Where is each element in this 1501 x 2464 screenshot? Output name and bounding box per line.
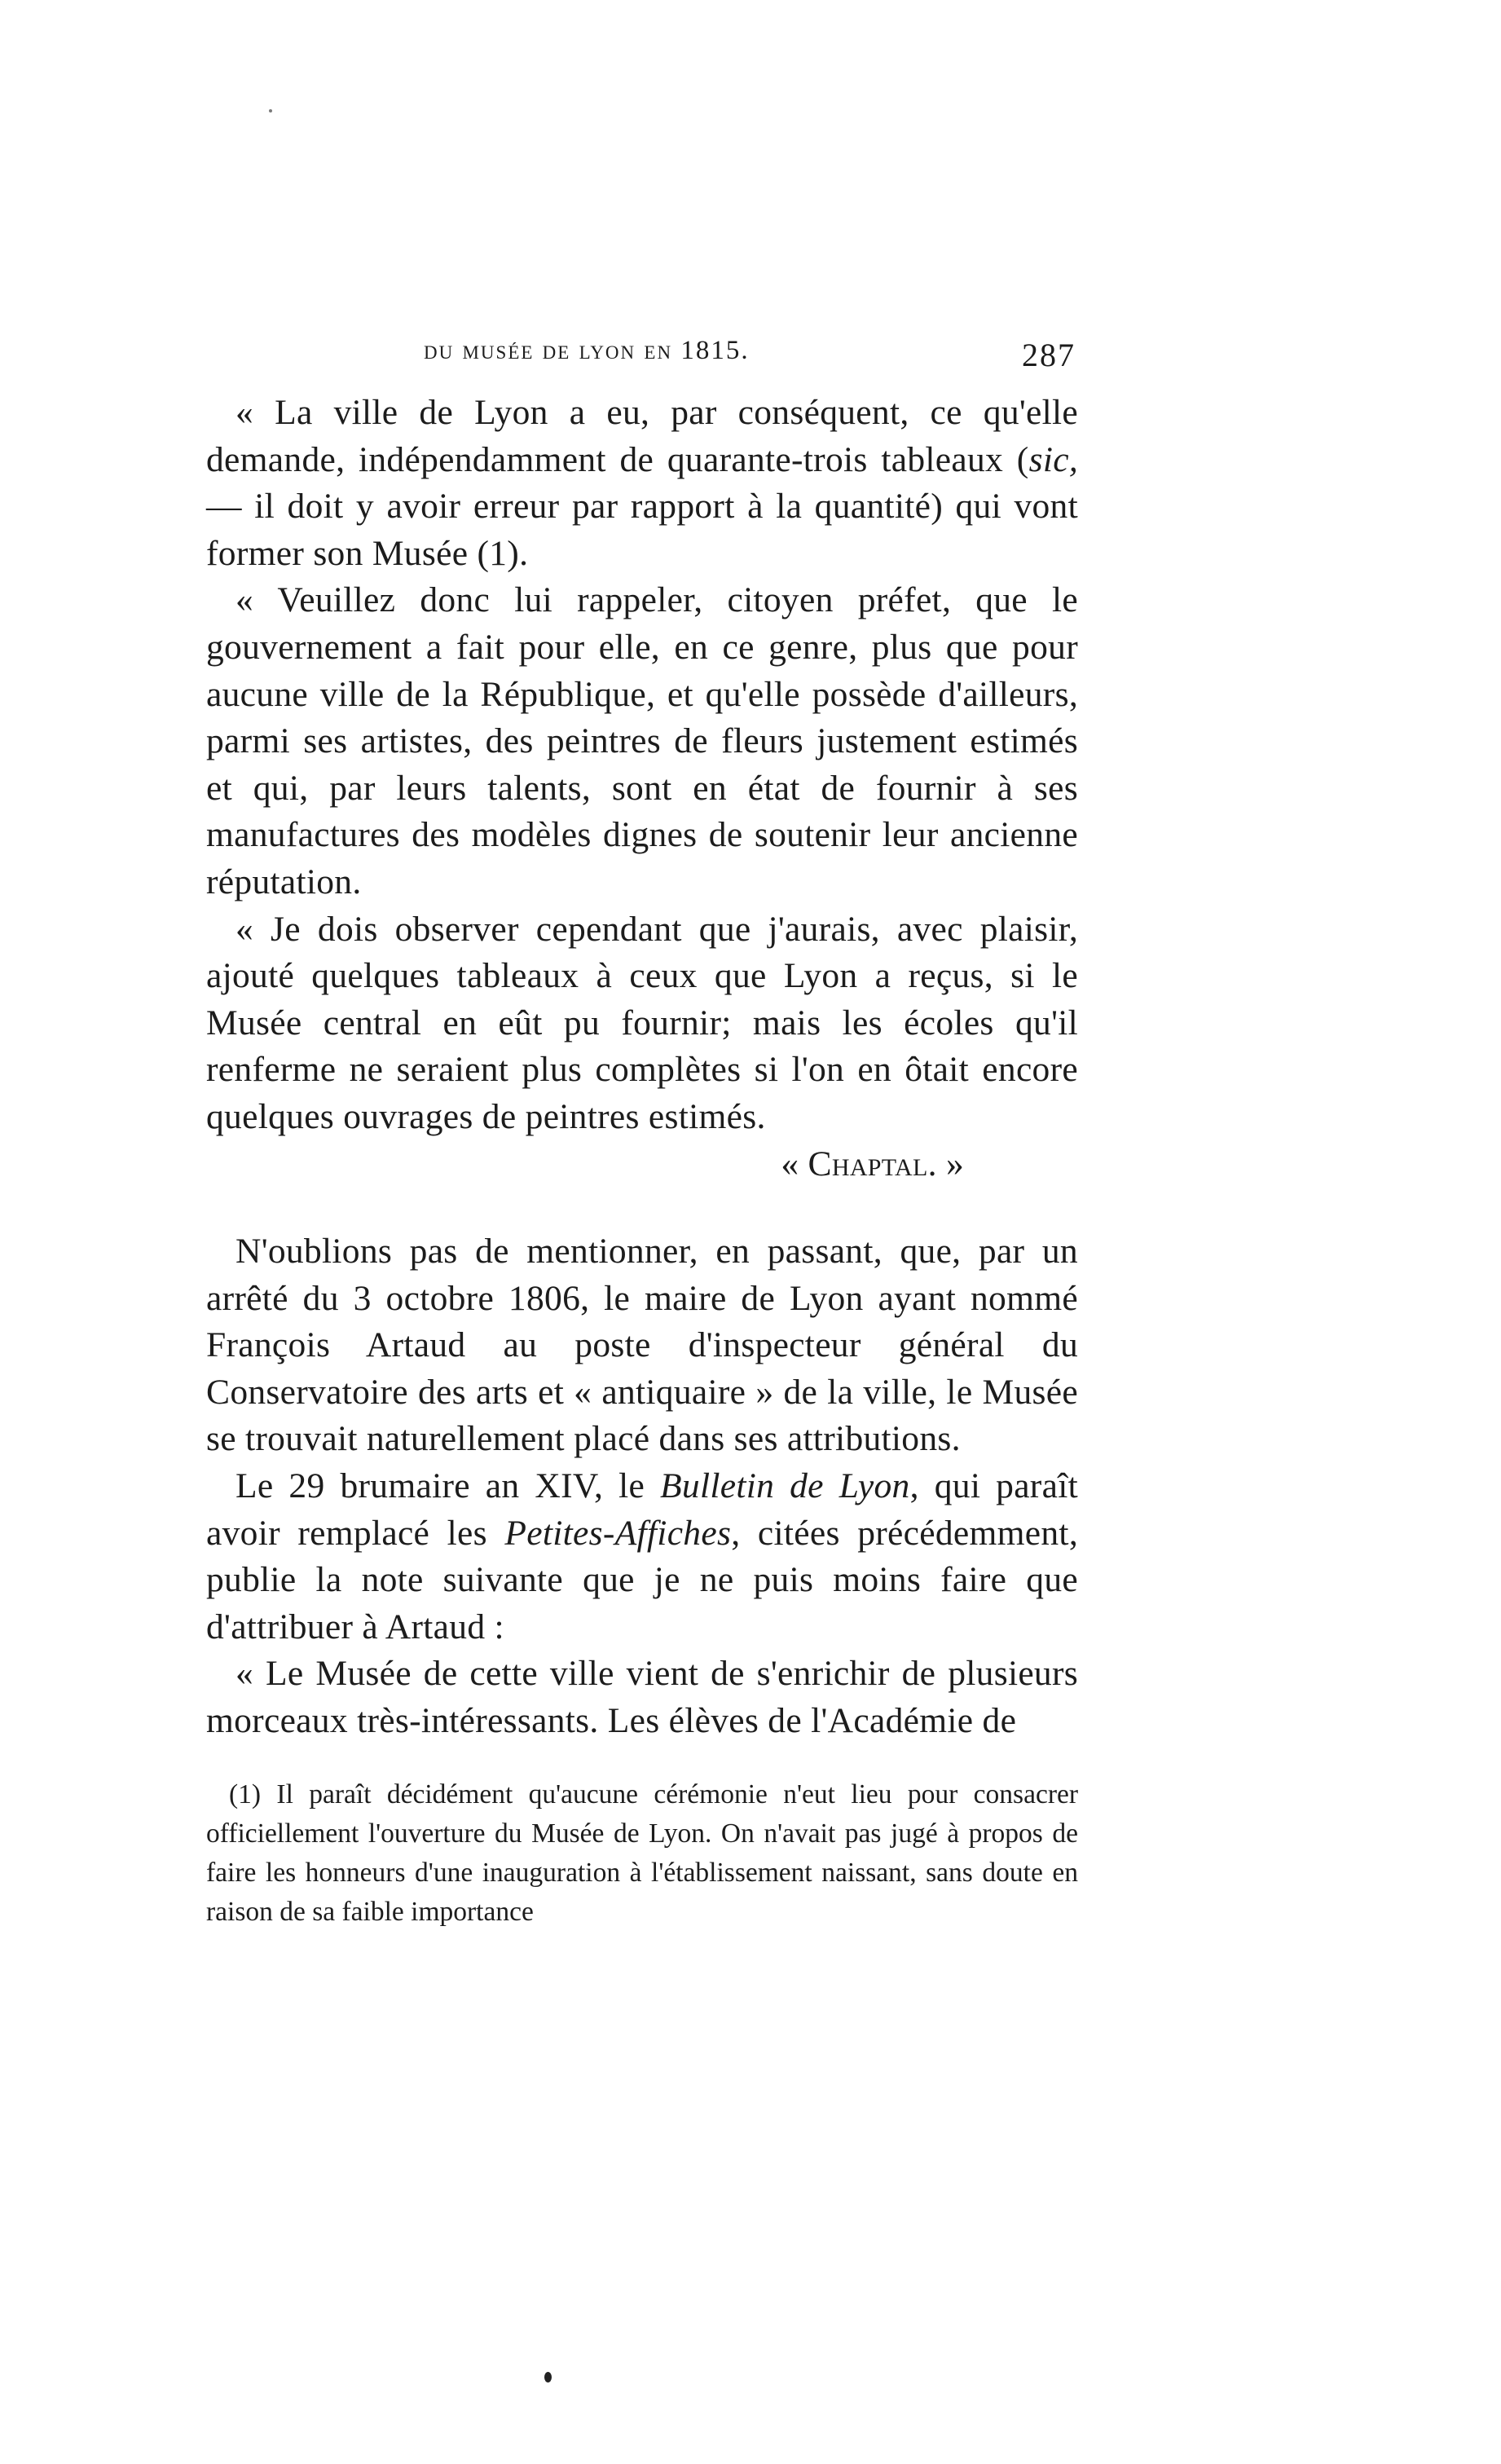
paragraph-3: « Je dois observer cependant que j'aurais, avec plaisir, ajouté quelques tableaux à ceux que Lyon a reçus, si le Musée central en eût pu fournir; mais les écoles qu'il renferme ne seraient plus complètes si l'on en ôtait encore quelques ouvrages de peintres estimés.	[206, 909, 1078, 1136]
footnotes	[206, 1775, 1078, 1932]
paragraph-1-end: — il doit y avoir erreur par rapport à la quantité) qui vont former son Musée (1).	[206, 487, 1078, 573]
paragraph-5-start: Le 29 brumaire an XIV, le	[235, 1466, 661, 1506]
sic-italic: sic,	[1028, 439, 1078, 479]
bulletin-de-lyon-title: Bulletin de Lyon	[660, 1466, 910, 1506]
ink-speck	[544, 2372, 552, 2382]
ink-speck	[269, 109, 272, 112]
running-header	[424, 336, 1076, 385]
page-number: 287	[1022, 337, 1076, 373]
petites-affiches-title: Petites-Affiches	[504, 1513, 732, 1553]
paragraph-2: « Veuillez donc lui rappeler, citoyen préfet, que le gouvernement a fait pour elle, en ce genre, plus que pour aucune ville de la République, et qu'elle possède d'ailleurs, parmi ses artistes, des peintres de fleurs justement estimés et qui, par leurs talents, sont en état de fournir à ses manufactures des modèles dignes de soutenir leur ancienne réputation.	[206, 580, 1078, 901]
paragraph-6: « Le Musée de cette ville vient de s'enrichir de plusieurs morceaux très-intéressants. Les élèves de l'Académie de	[206, 1654, 1078, 1741]
main-text	[206, 390, 1078, 1745]
paragraph-1-text: « La ville de Lyon a eu, par conséquent, ce qu'elle demande, indépendamment de quarante-trois tableaux (	[206, 393, 1078, 479]
running-title: du musée de lyon en 1815.	[424, 336, 750, 365]
paragraph-5-end: , citées précédemment, publie la note suivante que je ne puis moins faire que d'attribuer à Artaud :	[206, 1513, 1078, 1646]
signature-chaptal: « Chaptal. »	[781, 1144, 964, 1184]
paragraph-1	[206, 390, 1078, 577]
paragraph-4: N'oublions pas de mentionner, en passant, que, par un arrêté du 3 octobre 1806, le maire de Lyon ayant nommé François Artaud au poste d'inspecteur général du Conservatoire des arts et « antiquaire » de la ville, le Musée se trouvait naturellement placé dans ses attributions.	[206, 1232, 1078, 1459]
paragraph-5-mid: , qui paraît avoir remplacé les	[206, 1466, 1078, 1553]
footnote-1: (1) Il paraît décidément qu'aucune cérémonie n'eut lieu pour consacrer officiellement l'ouverture du Musée de Lyon. On n'avait pas jugé à propos de faire les honneurs d'une inauguration à l'établissement naissant, sans doute en raison de sa faible importance	[206, 1779, 1078, 1927]
paragraph-5	[206, 1463, 1078, 1651]
